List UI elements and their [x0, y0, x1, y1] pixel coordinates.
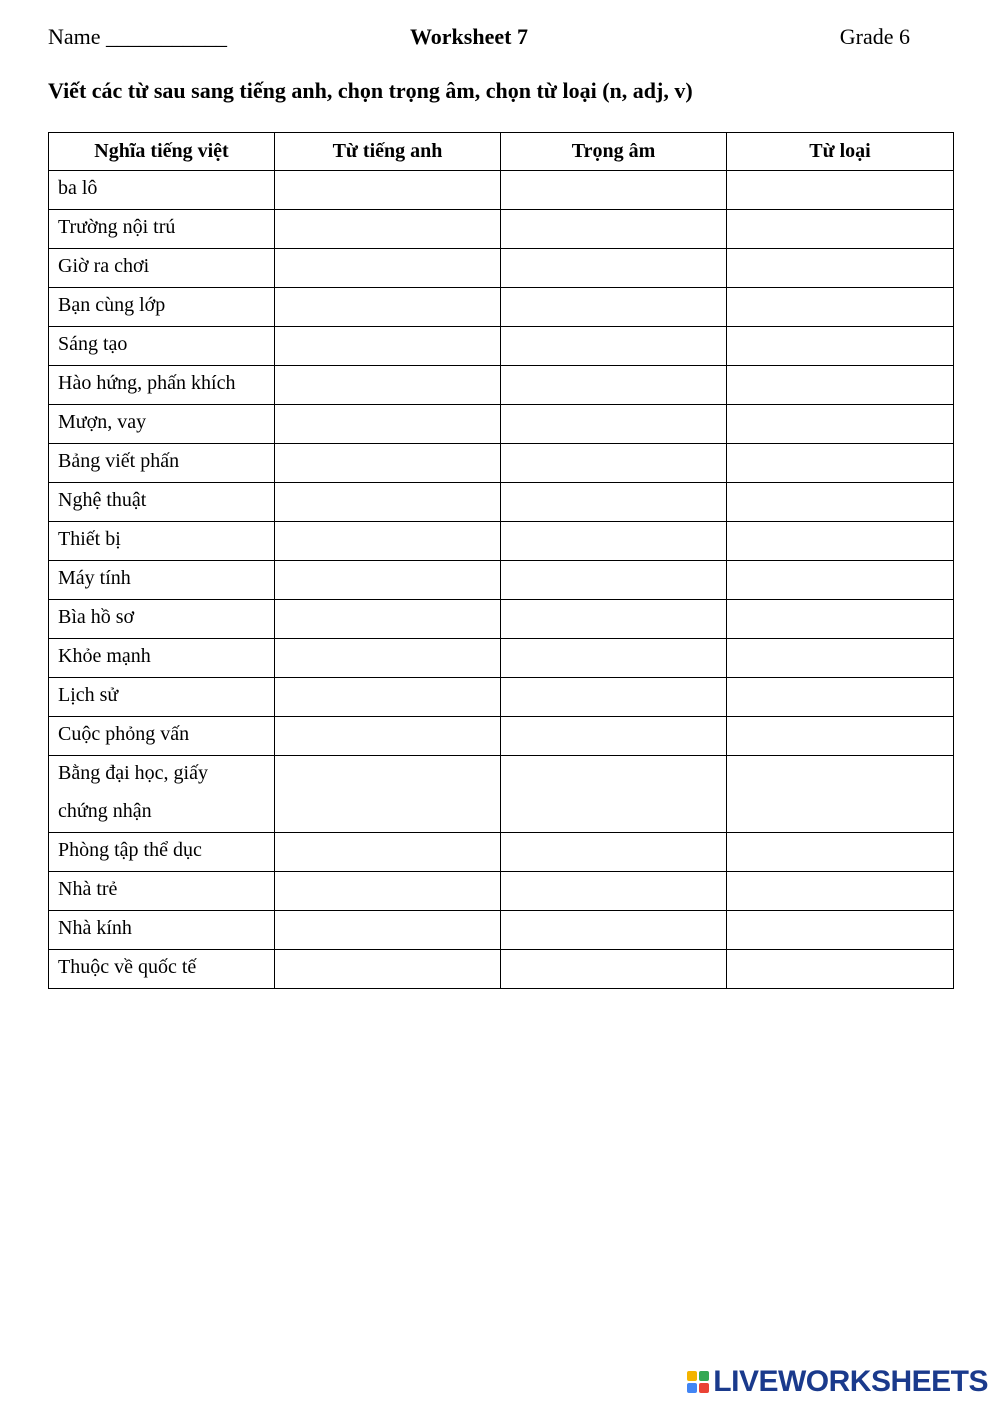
vietnamese-meaning-text: Nghệ thuật [58, 489, 147, 511]
table-row [49, 327, 954, 366]
stress-cell[interactable] [501, 249, 727, 288]
table-row [49, 522, 954, 561]
word-type-cell[interactable] [727, 171, 954, 210]
vietnamese-meaning-cell [49, 756, 275, 833]
word-type-cell[interactable] [727, 249, 954, 288]
vietnamese-meaning-cell [49, 171, 275, 210]
table-row [49, 288, 954, 327]
vietnamese-meaning-text: Trường nội trú [58, 216, 176, 238]
table-row [49, 405, 954, 444]
vietnamese-meaning-text: Bìa hồ sơ [58, 606, 135, 628]
english-word-cell[interactable] [275, 249, 501, 288]
stress-cell[interactable] [501, 210, 727, 249]
liveworksheets-logo [687, 1365, 988, 1399]
english-word-cell[interactable] [275, 483, 501, 522]
english-word-cell[interactable] [275, 327, 501, 366]
stress-cell[interactable] [501, 717, 727, 756]
vietnamese-meaning-cell [49, 366, 275, 405]
grade-label: Grade 6 [839, 24, 910, 49]
vietnamese-meaning-cell [49, 911, 275, 950]
english-word-cell[interactable] [275, 833, 501, 872]
english-word-cell[interactable] [275, 756, 501, 833]
stress-cell[interactable] [501, 366, 727, 405]
vietnamese-meaning-cell [49, 678, 275, 717]
vocabulary-table [48, 132, 954, 989]
word-type-cell[interactable] [727, 522, 954, 561]
word-type-cell[interactable] [727, 210, 954, 249]
stress-cell[interactable] [501, 405, 727, 444]
vietnamese-meaning-text: Bạn cùng lớp [58, 294, 166, 316]
table-row [49, 366, 954, 405]
english-word-cell[interactable] [275, 210, 501, 249]
vietnamese-meaning-text: Bảng viết phấn [58, 450, 180, 472]
table-row [49, 639, 954, 678]
table-row [49, 249, 954, 288]
stress-cell[interactable] [501, 872, 727, 911]
vietnamese-meaning-text: Nhà kính [58, 917, 132, 939]
english-word-cell[interactable] [275, 405, 501, 444]
column-header-vietnamese: Nghĩa tiếng việt [49, 133, 275, 171]
english-word-cell[interactable] [275, 171, 501, 210]
word-type-cell[interactable] [727, 911, 954, 950]
stress-cell[interactable] [501, 522, 727, 561]
word-type-cell[interactable] [727, 405, 954, 444]
table-row [49, 756, 954, 833]
table-row [49, 600, 954, 639]
english-word-cell[interactable] [275, 678, 501, 717]
vietnamese-meaning-text: ba lô [58, 177, 98, 199]
english-word-cell[interactable] [275, 522, 501, 561]
word-type-cell[interactable] [727, 756, 954, 833]
vietnamese-meaning-cell [49, 639, 275, 678]
english-word-cell[interactable] [275, 639, 501, 678]
vietnamese-meaning-cell [49, 249, 275, 288]
english-word-cell[interactable] [275, 717, 501, 756]
vietnamese-meaning-cell [49, 717, 275, 756]
stress-cell[interactable] [501, 327, 727, 366]
table-row [49, 872, 954, 911]
word-type-cell[interactable] [727, 717, 954, 756]
word-type-cell[interactable] [727, 483, 954, 522]
logo-square-icon [687, 1383, 697, 1393]
english-word-cell[interactable] [275, 444, 501, 483]
stress-cell[interactable] [501, 756, 727, 833]
vietnamese-meaning-cell [49, 872, 275, 911]
worksheet-title: Worksheet 7 [410, 24, 528, 49]
vietnamese-meaning-cell [49, 483, 275, 522]
table-row [49, 561, 954, 600]
stress-cell[interactable] [501, 600, 727, 639]
vietnamese-meaning-text: Thuộc về quốc tế [58, 956, 197, 978]
vietnamese-meaning-text: Mượn, vay [58, 411, 147, 433]
column-header-stress: Trọng âm [501, 133, 727, 171]
stress-cell[interactable] [501, 171, 727, 210]
table-row [49, 171, 954, 210]
english-word-cell[interactable] [275, 600, 501, 639]
vietnamese-meaning-text: Thiết bị [58, 528, 121, 550]
vietnamese-meaning-text: Nhà trẻ [58, 878, 118, 900]
word-type-cell[interactable] [727, 327, 954, 366]
logo-mark-icon [687, 1371, 709, 1393]
logo-square-icon [699, 1383, 709, 1393]
table-row [49, 950, 954, 989]
vietnamese-meaning-text: Lịch sử [58, 684, 119, 706]
stress-cell[interactable] [501, 950, 727, 989]
vietnamese-meaning-text: Hào hứng, phấn khích [58, 372, 236, 394]
logo-square-icon [699, 1371, 709, 1381]
stress-cell[interactable] [501, 639, 727, 678]
word-type-cell[interactable] [727, 639, 954, 678]
stress-cell[interactable] [501, 911, 727, 950]
stress-cell[interactable] [501, 288, 727, 327]
instruction-text: Viết các từ sau sang tiếng anh, chọn trọng âm, chọn từ loại (n, adj, v) [48, 78, 693, 103]
table-row [49, 717, 954, 756]
vietnamese-meaning-text: Phòng tập thể dục [58, 839, 202, 861]
english-word-cell[interactable] [275, 561, 501, 600]
table-row [49, 911, 954, 950]
worksheet-header [48, 24, 910, 54]
word-type-cell[interactable] [727, 950, 954, 989]
english-word-cell[interactable] [275, 872, 501, 911]
stress-cell[interactable] [501, 833, 727, 872]
vietnamese-meaning-cell [49, 561, 275, 600]
name-field-label: Name ___________ [48, 24, 228, 49]
vietnamese-meaning-text: Sáng tạo [58, 333, 128, 355]
table-row [49, 483, 954, 522]
vietnamese-meaning-cell [49, 833, 275, 872]
logo-square-icon [687, 1371, 697, 1381]
word-type-cell[interactable] [727, 678, 954, 717]
vietnamese-meaning-text: Khỏe mạnh [58, 645, 151, 667]
stress-cell[interactable] [501, 483, 727, 522]
word-type-cell[interactable] [727, 288, 954, 327]
table-row [49, 444, 954, 483]
stress-cell[interactable] [501, 444, 727, 483]
table-header-row [49, 133, 954, 171]
english-word-cell[interactable] [275, 366, 501, 405]
table-body [49, 171, 954, 989]
vietnamese-meaning-cell [49, 950, 275, 989]
vietnamese-meaning-text: Giờ ra chơi [58, 255, 150, 277]
vietnamese-meaning-text: Máy tính [58, 567, 131, 589]
vietnamese-meaning-cell [49, 600, 275, 639]
vietnamese-meaning-cell [49, 288, 275, 327]
vietnamese-meaning-text: Bằng đại học, giấy chứng nhận [58, 762, 208, 822]
vietnamese-meaning-cell [49, 210, 275, 249]
english-word-cell[interactable] [275, 288, 501, 327]
table-row [49, 210, 954, 249]
vietnamese-meaning-cell [49, 522, 275, 561]
table-row [49, 678, 954, 717]
word-type-cell[interactable] [727, 444, 954, 483]
word-type-cell[interactable] [727, 561, 954, 600]
table-row [49, 833, 954, 872]
english-word-cell[interactable] [275, 911, 501, 950]
logo-text: LIVEWORKSHEETS [713, 1365, 988, 1398]
column-header-word-type: Từ loại [727, 133, 954, 171]
word-type-cell[interactable] [727, 600, 954, 639]
word-type-cell[interactable] [727, 872, 954, 911]
word-type-cell[interactable] [727, 366, 954, 405]
stress-cell[interactable] [501, 561, 727, 600]
english-word-cell[interactable] [275, 950, 501, 989]
vietnamese-meaning-cell [49, 327, 275, 366]
column-header-english: Từ tiếng anh [275, 133, 501, 171]
vietnamese-meaning-cell [49, 405, 275, 444]
vietnamese-meaning-text: Cuộc phỏng vấn [58, 723, 190, 745]
stress-cell[interactable] [501, 678, 727, 717]
word-type-cell[interactable] [727, 833, 954, 872]
vietnamese-meaning-cell [49, 444, 275, 483]
